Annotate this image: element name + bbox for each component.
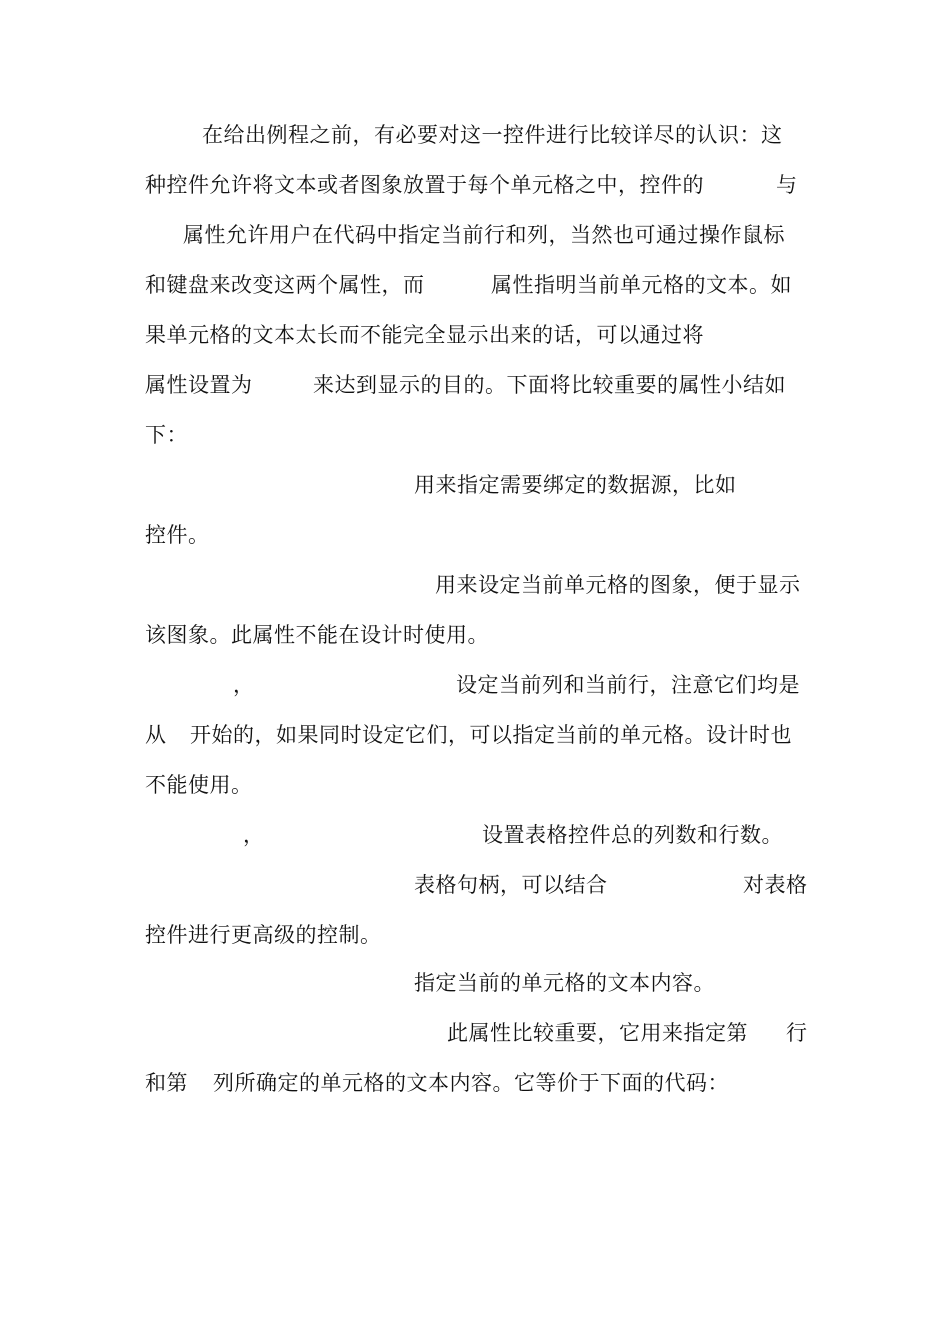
text-line: 和键盘来改变这两个属性，而	[145, 273, 425, 297]
text-line: 列所确定的单元格的文本内容。它等价于下面的代码：	[213, 1071, 729, 1095]
text-line: 此属性比较重要，它用来指定第	[447, 1021, 748, 1045]
text-line: 指定当前的单元格的文本内容。	[414, 971, 715, 995]
text-line: 设定当前列和当前行，注意它们均是	[456, 673, 800, 697]
text-line: 属性允许用户在代码中指定当前行和列，当然也可通过操作鼠标	[183, 223, 785, 247]
text-line: 对表格	[743, 873, 808, 897]
text-line: 开始的，如果同时设定它们，可以指定当前的单元格。设计时也	[190, 723, 792, 747]
text-line: 属性设置为	[145, 373, 253, 397]
text-line: 用来指定需要绑定的数据源，比如	[414, 473, 737, 497]
text-line: 种控件允许将文本或者图象放置于每个单元格之中，控件的	[145, 173, 704, 197]
text-line: 用来设定当前单元格的图象，便于显示	[435, 573, 801, 597]
text-line: 果单元格的文本太长而不能完全显示出来的话，可以通过将	[145, 323, 704, 347]
text-line: ，	[233, 673, 255, 697]
text-line: 属性指明当前单元格的文本。如	[491, 273, 792, 297]
text-line: 控件。	[145, 523, 210, 547]
text-line: 与	[776, 173, 798, 197]
text-line: 设置表格控件总的列数和行数。	[482, 823, 783, 847]
text-line: 控件进行更高级的控制。	[145, 923, 382, 947]
text-line: ，	[243, 823, 265, 847]
text-line: 行	[786, 1021, 808, 1045]
text-line: 来达到显示的目的。下面将比较重要的属性小结如	[313, 373, 786, 397]
text-line: 表格句柄，可以结合	[414, 873, 608, 897]
text-line: 在给出例程之前，有必要对这一控件进行比较详尽的认识：这	[202, 123, 783, 147]
text-line: 该图象。此属性不能在设计时使用。	[145, 623, 489, 647]
text-line: 下：	[145, 423, 188, 447]
text-line: 从	[145, 723, 167, 747]
text-line: 和第	[145, 1071, 188, 1095]
text-line: 不能使用。	[145, 773, 253, 797]
